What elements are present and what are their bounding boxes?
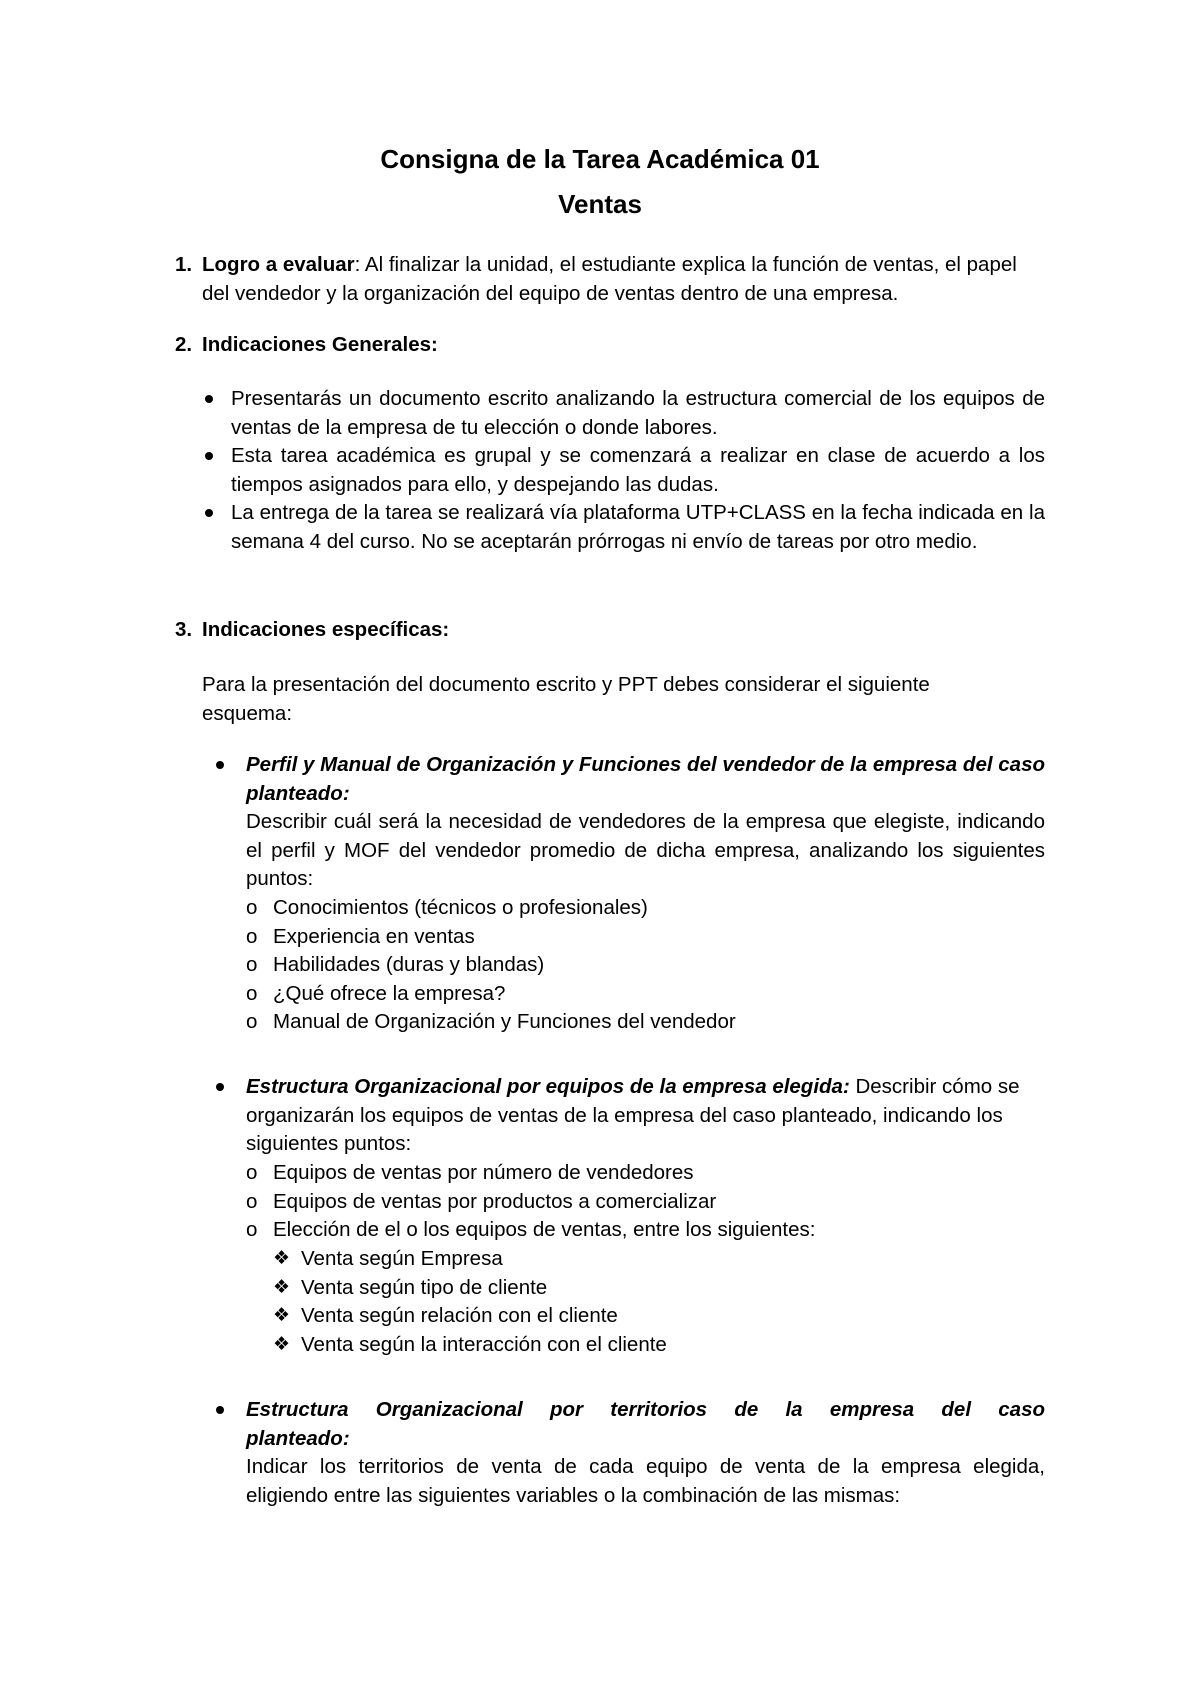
bullet-1-title: Perfil y Manual de Organización y Funciones del vendedor de la empresa del caso planteado: (246, 753, 1045, 805)
bullet-2-subitems (246, 1159, 946, 1245)
section-2-number: 2. (175, 333, 193, 356)
list-item: ❖ Venta según relación con el cliente (273, 1302, 873, 1331)
section-3-intro: Para la presentación del documento escrito y PPT debes considerar el siguiente esquema: (202, 673, 930, 725)
list-item: o Manual de Organización y Funciones del vendedor (246, 1010, 736, 1033)
list-item: o Habilidades (duras y blandas) (246, 953, 545, 976)
bullet-2-text: Describir cómo se organizarán los equipos de ventas de la empresa del caso planteado, indicando los siguientes puntos: (246, 1075, 1020, 1155)
list-item: ❖ Venta según Empresa (273, 1245, 873, 1274)
list-item: ❖ Venta según la interacción con el cliente (273, 1331, 873, 1360)
bullet-3-text: Indicar los territorios de venta de cada equipo de venta de la empresa elegida, eligiendo entre las siguientes variables o la combinación de las mismas: (246, 1455, 1045, 1507)
section-1 (175, 251, 1045, 308)
list-item: o Equipos de ventas por productos a comercializar (246, 1189, 717, 1213)
section-3-bullet-3 (216, 1396, 1045, 1510)
document-title: Consigna de la Tarea Académica 01 (380, 144, 820, 174)
list-item: Esta tarea académica es grupal y se comenzará a realizar en clase de acuerdo a los tiempos asignados para ello, y despejando las dudas. (202, 442, 1045, 499)
section-1-label: Logro a evaluar (202, 253, 355, 276)
list-item: o ¿Qué ofrece la empresa? (246, 981, 506, 1005)
section-2 (175, 331, 1045, 360)
section-3-number: 3. (175, 618, 193, 641)
section-2-bullets (202, 385, 1045, 556)
section-3-bullet-2 (216, 1073, 1045, 1159)
diamond-icon: ❖ (273, 1248, 291, 1269)
section-1-number: 1. (175, 253, 193, 276)
bullet-icon (216, 1406, 224, 1414)
bullet-1-subitems (246, 894, 946, 1037)
section-1-text: : Al finalizar la unidad, el estudiante explica la función de ventas, el papel del vendedor y la organización del equipo de ventas dentro de una empresa. (202, 253, 1017, 305)
bullet-1-text: Describir cuál será la necesidad de vendedores de la empresa que elegiste, indicando el perfil y MOF del vendedor promedio de dicha empresa, analizando los siguientes puntos: (246, 810, 1045, 890)
bullet-2-diamond-items (273, 1245, 873, 1359)
bullet-icon (216, 1083, 224, 1091)
bullet-icon (205, 452, 213, 460)
bullet-2-title: Estructura Organizacional por equipos de la empresa elegida: (246, 1075, 850, 1098)
bullet-3-title: Estructura Organizacional por territorios de la empresa del caso planteado: (246, 1398, 1045, 1450)
list-item: o Experiencia en ventas (246, 924, 475, 948)
section-3-bullet-1 (216, 751, 1045, 894)
bullet-icon (216, 761, 224, 769)
section-3 (175, 616, 1045, 645)
diamond-icon: ❖ (273, 1276, 291, 1298)
list-item: La entrega de la tarea se realizará vía plataforma UTP+CLASS en la fecha indicada en la semana 4 del curso. No se aceptarán prórrogas ni envío de tareas por otro medio. (202, 499, 1045, 556)
list-item: o Conocimientos (técnicos o profesionales) (246, 896, 648, 919)
list-item: Presentarás un documento escrito analizando la estructura comercial de los equipos de ventas de la empresa de tu elección o donde labores. (202, 385, 1045, 442)
section-2-label: Indicaciones Generales: (202, 333, 438, 356)
list-item: ❖ Venta según tipo de cliente (273, 1274, 873, 1303)
document-subtitle: Ventas (558, 189, 642, 219)
list-item: o Equipos de ventas por número de vendedores (246, 1161, 694, 1184)
section-3-label: Indicaciones específicas: (202, 618, 450, 641)
diamond-icon: ❖ (273, 1333, 291, 1355)
diamond-icon: ❖ (273, 1305, 291, 1326)
list-item: o Elección de el o los equipos de ventas, entre los siguientes: (246, 1218, 816, 1241)
bullet-icon (205, 395, 213, 403)
bullet-icon (205, 509, 213, 517)
